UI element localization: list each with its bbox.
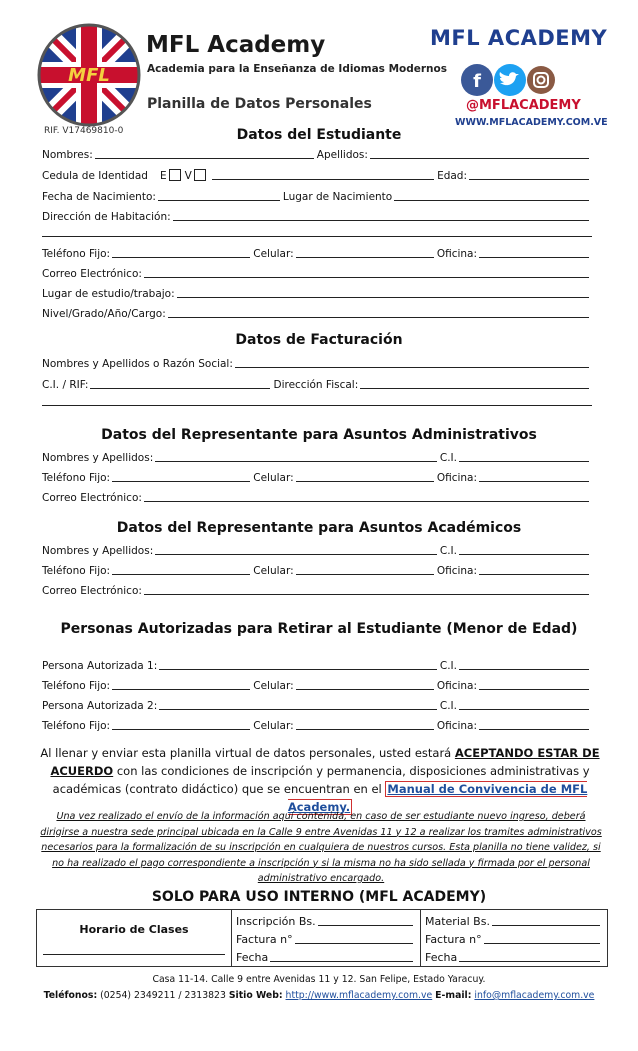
input-p1-telefono[interactable] (112, 678, 250, 690)
input-p1-ci[interactable] (459, 658, 589, 670)
label-acad-nombres: Nombres y Apellidos: (42, 545, 154, 557)
label-fecha-nac: Fecha de Nacimiento: (42, 191, 156, 203)
row-nivel (42, 304, 592, 320)
input-p2-celular[interactable] (296, 718, 434, 730)
label-material: Material Bs. (425, 915, 490, 928)
section-title-internal: SOLO PARA USO INTERNO (MFL ACADEMY) (151, 889, 487, 905)
logo-text: MFL (68, 65, 110, 86)
footer-address: Casa 11-14. Calle 9 entre Avenidas 11 y 12. San Felipe, Estado Yaracuy. (152, 974, 486, 985)
row-acad-nombres (42, 541, 592, 557)
input-telefono[interactable] (112, 246, 250, 258)
input-lugar-estudio[interactable] (177, 286, 589, 298)
form-title: Planilla de Datos Personales (147, 96, 372, 112)
checkbox-e[interactable] (169, 169, 181, 181)
row-razon (42, 354, 592, 370)
row-ci-rif (42, 375, 592, 391)
input-p2-ci[interactable] (459, 698, 589, 710)
horario-cell (37, 910, 232, 967)
input-oficina[interactable] (479, 246, 589, 258)
academy-name: MFL Academy (146, 32, 326, 58)
label-fecha: Fecha (236, 951, 269, 964)
label-horario: Horario de Clases (79, 923, 189, 936)
input-nivel[interactable] (168, 306, 589, 318)
section-title-admin-rep: Datos del Representante para Asuntos Administrativos (101, 427, 537, 443)
checkbox-v[interactable] (194, 169, 206, 181)
label-acad-telefono: Teléfono Fijo: (42, 565, 111, 577)
section-title-student: Datos del Estudiante (236, 127, 402, 143)
label-p2-celular: Celular: (253, 720, 294, 732)
label-direccion-fiscal: Dirección Fiscal: (273, 379, 359, 391)
label-direccion: Dirección de Habitación: (42, 211, 171, 223)
label-apellidos: Apellidos: (316, 149, 368, 161)
material-cell (421, 910, 608, 967)
social-icons (459, 60, 555, 100)
footer-email-label: E-mail: (435, 990, 472, 1001)
input-direccion-line2[interactable] (42, 236, 592, 237)
label-telefono: Teléfono Fijo: (42, 248, 111, 260)
rif-number: RIF. V17469810-0 (44, 126, 124, 136)
input-admin-celular[interactable] (296, 470, 434, 482)
label-admin-ci: C.I. (439, 452, 457, 464)
website-header: WWW.MFLACADEMY.COM.VE (455, 117, 608, 128)
label-fecha2: Fecha (425, 951, 458, 964)
input-p1[interactable] (159, 658, 437, 670)
label-celular: Celular: (253, 248, 294, 260)
row-p1 (42, 656, 592, 672)
input-ci-rif[interactable] (90, 377, 270, 389)
label-admin-correo: Correo Electrónico: (42, 492, 142, 504)
inscripcion-cell (232, 910, 421, 967)
manual-link[interactable]: Manual de Convivencia de MFL Academy. (287, 782, 588, 814)
input-fecha-nac[interactable] (158, 189, 280, 201)
academy-subtitle: Academia para la Enseñanza de Idiomas Modernos (147, 63, 447, 75)
input-direccion-fiscal[interactable] (360, 377, 589, 389)
row-admin-telefonos (42, 468, 592, 484)
label-inscripcion: Inscripción Bs. (236, 915, 316, 928)
label-factura: Factura n° (236, 933, 293, 946)
input-acad-correo[interactable] (144, 583, 589, 595)
input-admin-nombres[interactable] (155, 450, 437, 462)
label-p1-celular: Celular: (253, 680, 294, 692)
row-nombres (42, 145, 592, 161)
label-admin-celular: Celular: (253, 472, 294, 484)
notice-text-1: Al llenar y enviar esta planilla virtual de datos personales, usted estará (40, 746, 455, 760)
input-acad-ci[interactable] (459, 543, 589, 555)
label-edad: Edad: (437, 170, 467, 182)
footer-email-link[interactable]: info@mflacademy.com.ve (474, 990, 595, 1001)
label-p1-ci: C.I. (439, 660, 457, 672)
instagram-icon (527, 66, 555, 94)
row-acad-telefonos (42, 561, 592, 577)
input-admin-correo[interactable] (144, 490, 589, 502)
row-p1-telefonos (42, 676, 592, 692)
label-correo: Correo Electrónico: (42, 268, 142, 280)
footer-tel: (0254) 2349211 / 2313823 (97, 990, 229, 1001)
input-admin-telefono[interactable] (112, 470, 250, 482)
input-direccion[interactable] (173, 209, 589, 221)
label-p2-oficina: Oficina: (436, 720, 478, 732)
label-acad-ci: C.I. (439, 545, 457, 557)
label-lugar-estudio: Lugar de estudio/trabajo: (42, 288, 175, 300)
label-ci-rif: C.I. / RIF: (42, 379, 89, 391)
row-fecha-nac (42, 187, 592, 203)
input-p2-telefono[interactable] (112, 718, 250, 730)
label-admin-telefono: Teléfono Fijo: (42, 472, 111, 484)
input-admin-oficina[interactable] (479, 470, 589, 482)
internal-use-table (36, 909, 608, 967)
input-horario[interactable] (43, 954, 225, 955)
input-admin-ci[interactable] (459, 450, 589, 462)
section-title-authorized: Personas Autorizadas para Retirar al Estudiante (Menor de Edad) (60, 621, 578, 637)
label-e: E (159, 170, 167, 182)
brand-right: MFL ACADEMY (430, 26, 608, 50)
input-factura2[interactable] (484, 933, 600, 944)
input-lugar-nac[interactable] (394, 189, 589, 201)
input-acad-nombres[interactable] (155, 543, 437, 555)
notice-accept: ACEPTANDO ESTAR DE ACUERDO (50, 746, 600, 778)
label-admin-oficina: Oficina: (436, 472, 478, 484)
input-p2[interactable] (159, 698, 437, 710)
input-factura[interactable] (295, 933, 413, 944)
label-oficina: Oficina: (436, 248, 478, 260)
input-p1-oficina[interactable] (479, 678, 589, 690)
label-acad-oficina: Oficina: (436, 565, 478, 577)
label-razon: Nombres y Apellidos o Razón Social: (42, 358, 233, 370)
row-direccion (42, 207, 592, 223)
section-title-billing: Datos de Facturación (235, 332, 403, 348)
input-nombres[interactable] (95, 147, 314, 159)
label-p2: Persona Autorizada 2: (42, 700, 158, 712)
label-p2-telefono: Teléfono Fijo: (42, 720, 111, 732)
row-correo (42, 264, 592, 280)
label-cedula: Cedula de Identidad (42, 170, 148, 182)
input-fecha[interactable] (270, 951, 413, 962)
label-admin-nombres: Nombres y Apellidos: (42, 452, 154, 464)
label-nombres: Nombres: (42, 149, 93, 161)
logo-union-jack (36, 22, 142, 128)
label-acad-correo: Correo Electrónico: (42, 585, 142, 597)
row-telefonos (42, 244, 592, 260)
input-apellidos[interactable] (370, 147, 589, 159)
row-cedula (42, 166, 592, 182)
row-acad-correo (42, 581, 592, 597)
row-admin-nombres (42, 448, 592, 464)
label-p1-telefono: Teléfono Fijo: (42, 680, 111, 692)
section-title-academic-rep: Datos del Representante para Asuntos Académicos (116, 520, 522, 536)
input-material[interactable] (492, 915, 600, 926)
input-fecha2[interactable] (459, 951, 600, 962)
footer-web-link[interactable]: http://www.mflacademy.com.ve (285, 990, 433, 1001)
label-nivel: Nivel/Grado/Año/Cargo: (42, 308, 166, 320)
row-admin-correo (42, 488, 592, 504)
label-p1: Persona Autorizada 1: (42, 660, 158, 672)
label-p1-oficina: Oficina: (436, 680, 478, 692)
input-direccion-fiscal-line2[interactable] (42, 405, 592, 406)
input-acad-telefono[interactable] (112, 563, 250, 575)
row-p2 (42, 696, 592, 712)
footer-web-label: Sitio Web: (228, 990, 283, 1001)
input-correo[interactable] (144, 266, 589, 278)
footer-tel-label: Teléfonos: (43, 990, 98, 1001)
input-edad[interactable] (469, 168, 589, 180)
social-handle: @MFLACADEMY (466, 98, 581, 113)
input-acad-celular[interactable] (296, 563, 434, 575)
input-p2-oficina[interactable] (479, 718, 589, 730)
label-v: V (184, 170, 192, 182)
label-factura2: Factura n° (425, 933, 482, 946)
input-acad-oficina[interactable] (479, 563, 589, 575)
row-p2-telefonos (42, 716, 592, 732)
row-lugar-estudio (42, 284, 592, 300)
label-p2-ci: C.I. (439, 700, 457, 712)
footer-contacts (0, 990, 638, 1001)
input-cedula[interactable] (212, 168, 434, 180)
label-acad-celular: Celular: (253, 565, 294, 577)
agreement-notice (36, 744, 604, 816)
input-celular[interactable] (296, 246, 434, 258)
notice-text-2: con las condiciones de inscripción y permanencia, disposiciones administrativas y académicas (contrato didáctico) que se encuentran en el (52, 764, 590, 796)
label-lugar-nac: Lugar de Nacimiento (282, 191, 393, 203)
input-razon[interactable] (235, 356, 589, 368)
input-inscripcion[interactable] (318, 915, 413, 926)
svg-text:f: f (473, 71, 481, 92)
registration-note: Una vez realizado el envío de la información aquí contenida, en caso de ser estudiante nuevo ingreso, deberá dirigirse a nuestra sede principal ubicada en la Calle 9 entre Avenidas 11 y 12 a realizar los tramites administrativos necesarios para la formalización de su inscripción en cualquiera de nuestros cursos. Esta planilla no tiene validez, si no ha realizado el pago correspondiente a inscripción y si la misma no ha sido sellada y firmada por el personal administrativo encargado. (40, 811, 602, 884)
input-p1-celular[interactable] (296, 678, 434, 690)
